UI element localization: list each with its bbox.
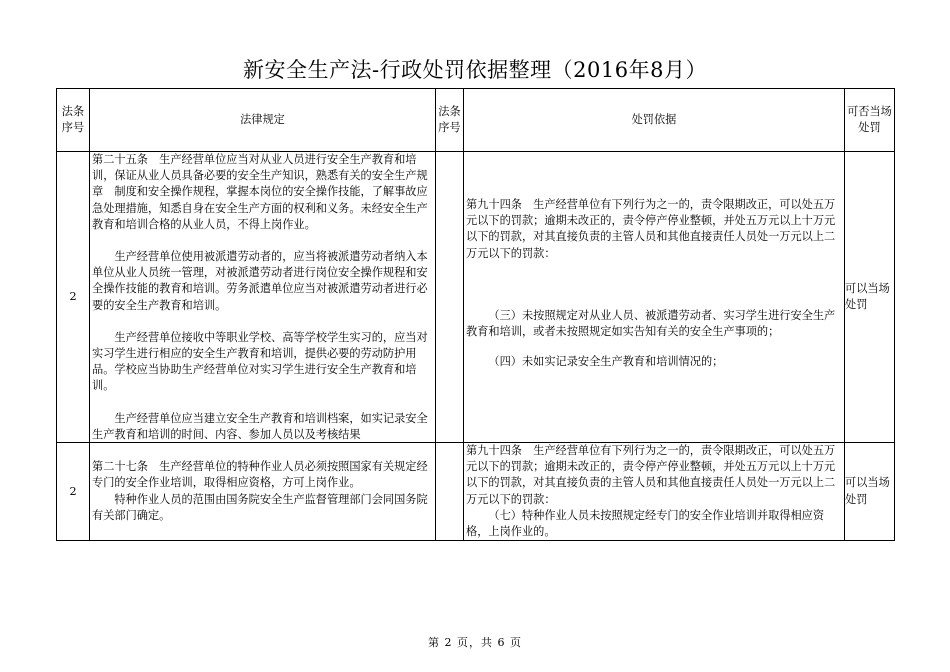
law-paragraph: 生产经营单位使用被派遣劳动者的，应当将被派遣劳动者纳入本单位从业人员统一管理，对被派遣劳动者进行岗位安全操作规程和安全操作技能的教育和培训。劳务派遣单位应当对被派遣劳动者进行必要的安全生产教育和培训。 xyxy=(92,250,428,312)
law-paragraph: 生产经营单位接收中等职业学校、高等学校学生实习的，应当对实习学生进行相应的安全生产教育和培训，提供必要的劳动防护用品。学校应当协助生产经营单位对实习学生进行安全生产教育和培训。 xyxy=(92,330,428,393)
penalty-paragraph: （七）特种作业人员未按照规定经专门的安全作业培训并取得相应资格，上岗作业的。 xyxy=(466,508,825,539)
table-row xyxy=(57,152,895,443)
penalty-paragraph: 第九十四条 生产经营单位有下列行为之一的，责令限期改正，可以处五万元以下的罚款；逾期未改正的，责令停产停业整顿，并处五万元以上十万元以下的罚款，对其直接负责的主管人员和其他直接责任人员处一万元以上二万元以下的罚款： xyxy=(466,198,836,260)
penalty-cell xyxy=(464,152,845,443)
law-paragraph: 第二十七条 生产经营单位的特种作业人员必须按照国家有关规定经专门的安全作业培训，取得相应资格，方可上岗作业。 xyxy=(92,460,428,490)
onsite-cell: 可以当场处罚 xyxy=(845,152,895,443)
page-footer: 第 2 页，共 6 页 xyxy=(428,636,522,649)
onsite-cell: 可以当场处罚 xyxy=(845,443,895,541)
penalty-table xyxy=(56,88,895,541)
penalty-paragraph: 第九十四条 生产经营单位有下列行为之一的，责令限期改正，可以处五万元以下的罚款；逾期未改正的，责令停产停业整顿，并处五万元以上十万元以下的罚款，对其直接负责的主管人员和其他直接责任人员处一万元以上二万元以下的罚款： xyxy=(466,444,836,506)
row-seq: 2 xyxy=(57,152,90,443)
law-paragraph: 第二十五条 生产经营单位应当对从业人员进行安全生产教育和培训，保证从业人员具备必要的安全生产知识，熟悉有关的安全生产规章 制度和安全操作规程，掌握本岗位的安全操作技能，了解事故应急处理措施，知悉自身在安全生产方面的权利和义务。未经安全生产教育和培训合格的从业人员，不得上岗作业。 xyxy=(92,153,428,231)
law-paragraph: 特种作业人员的范围由国务院安全生产监督管理部门会同国务院有关部门确定。 xyxy=(92,492,428,522)
header-law: 法律规定 xyxy=(90,89,436,152)
row-seq-2 xyxy=(436,443,464,541)
table-row xyxy=(57,443,895,541)
header-seq: 法条序号 xyxy=(57,89,90,152)
header-penalty: 处罚依据 xyxy=(464,89,845,152)
law-paragraph: 生产经营单位应当建立安全生产教育和培训档案，如实记录安全生产教育和培训的时间、内容、参加人员以及考核结果 xyxy=(92,411,428,441)
table-header-row xyxy=(57,89,895,152)
header-onsite: 可否当场处罚 xyxy=(845,89,895,152)
penalty-paragraph: （四）未如实记录安全生产教育和培训情况的； xyxy=(488,355,724,369)
law-cell xyxy=(90,152,436,443)
page-title: 新安全生产法-行政处罚依据整理（2016年8月） xyxy=(243,58,707,82)
header-seq-2: 法条序号 xyxy=(436,89,464,152)
penalty-paragraph: （三）未按照规定对从业人员、被派遣劳动者、实习学生进行安全生产教育和培训，或者未按照规定如实告知有关的安全生产事项的； xyxy=(466,308,836,339)
row-seq: 2 xyxy=(57,443,90,541)
row-seq-2 xyxy=(436,152,464,443)
law-cell xyxy=(90,443,436,541)
penalty-cell xyxy=(464,443,845,541)
